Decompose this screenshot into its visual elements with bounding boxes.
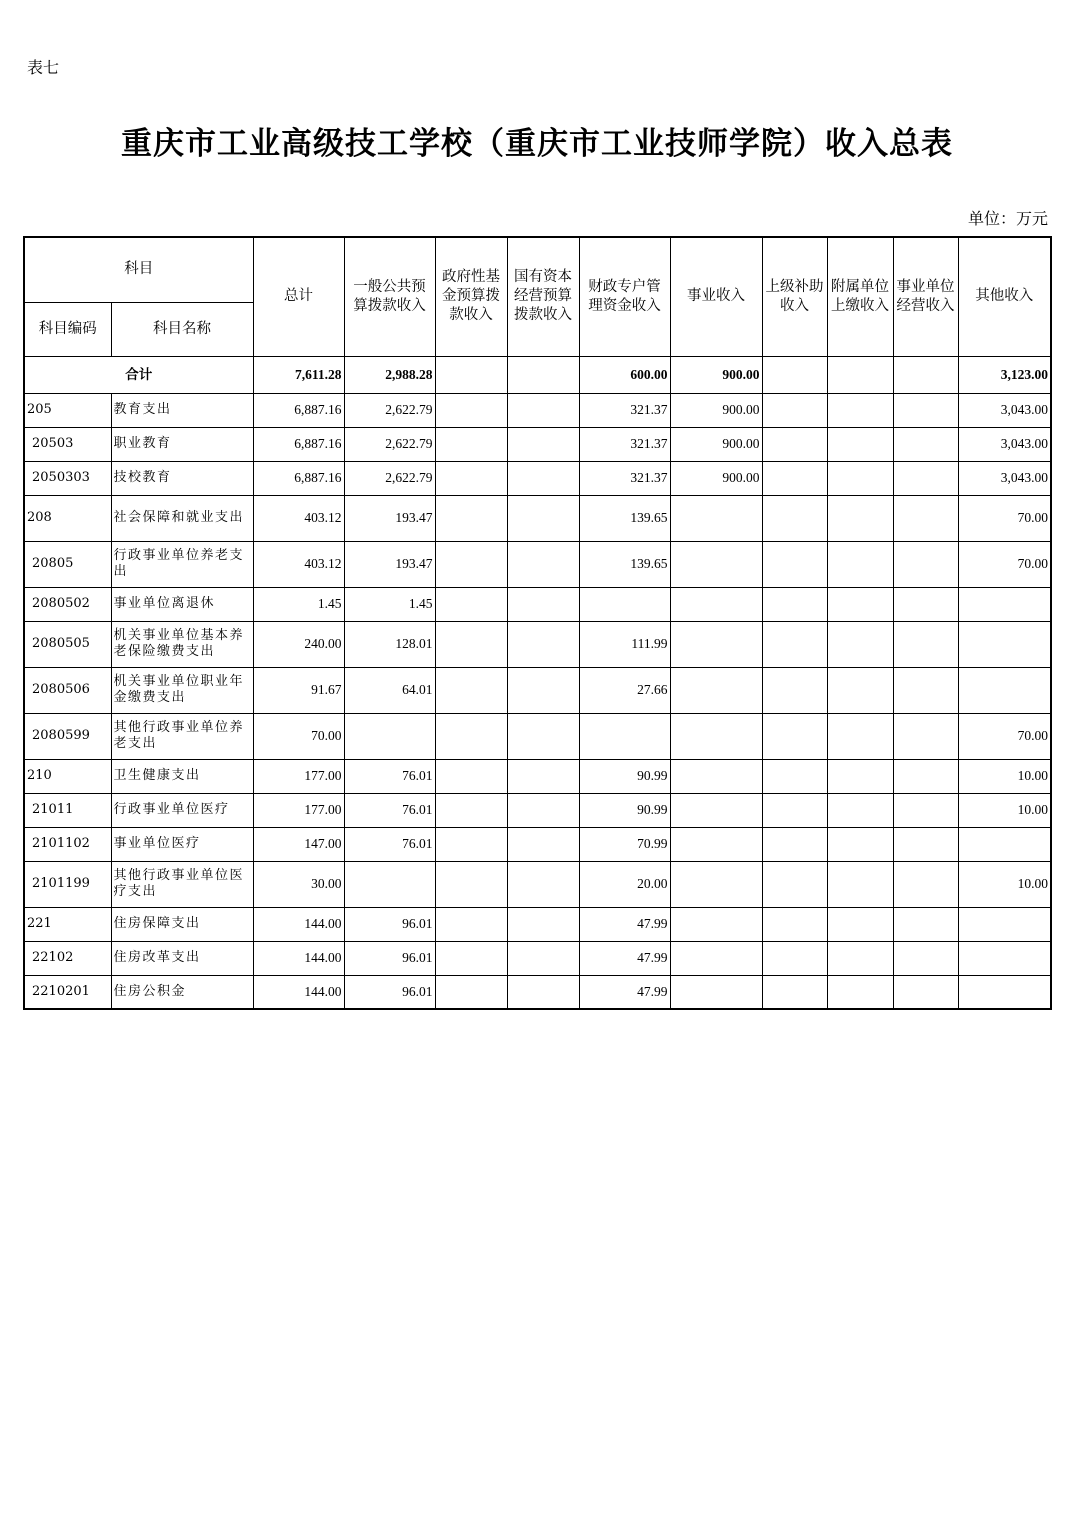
total-cell: 600.00 bbox=[579, 356, 670, 393]
amount-cell-operating bbox=[893, 495, 958, 541]
subject-name: 技校教育 bbox=[111, 461, 253, 495]
amount-cell-govfund bbox=[435, 461, 507, 495]
amount-cell-affiliated bbox=[827, 975, 893, 1009]
amount-cell-stateasset bbox=[507, 907, 579, 941]
amount-cell-stateasset bbox=[507, 427, 579, 461]
amount-cell-general: 96.01 bbox=[344, 907, 435, 941]
total-cell: 3,123.00 bbox=[958, 356, 1051, 393]
amount-cell-superior bbox=[762, 941, 827, 975]
table-row bbox=[24, 427, 1051, 461]
amount-cell-operating bbox=[893, 621, 958, 667]
amount-cell-total: 144.00 bbox=[253, 975, 344, 1009]
page-title: 重庆市工业高级技工学校（重庆市工业技师学院）收入总表 bbox=[121, 126, 953, 162]
amount-cell-general: 64.01 bbox=[344, 667, 435, 713]
amount-cell-business bbox=[670, 713, 762, 759]
amount-cell-total: 144.00 bbox=[253, 907, 344, 941]
amount-cell-general: 2,622.79 bbox=[344, 393, 435, 427]
amount-cell-total: 403.12 bbox=[253, 495, 344, 541]
amount-cell-total: 6,887.16 bbox=[253, 461, 344, 495]
amount-cell-govfund bbox=[435, 759, 507, 793]
table-row bbox=[24, 621, 1051, 667]
amount-cell-affiliated bbox=[827, 759, 893, 793]
amount-cell-affiliated bbox=[827, 541, 893, 587]
amount-cell-business bbox=[670, 975, 762, 1009]
amount-cell-operating bbox=[893, 861, 958, 907]
amount-cell-superior bbox=[762, 793, 827, 827]
subject-name: 社会保障和就业支出 bbox=[111, 495, 253, 541]
amount-cell-other bbox=[958, 941, 1051, 975]
subject-code: 2080506 bbox=[24, 667, 111, 713]
total-cell bbox=[893, 356, 958, 393]
header-superior-subsidy: 上级补助收入 bbox=[762, 237, 827, 356]
amount-cell-govfund bbox=[435, 907, 507, 941]
amount-cell-stateasset bbox=[507, 621, 579, 667]
amount-cell-stateasset bbox=[507, 495, 579, 541]
amount-cell-superior bbox=[762, 975, 827, 1009]
amount-cell-stateasset bbox=[507, 587, 579, 621]
amount-cell-operating bbox=[893, 427, 958, 461]
amount-cell-affiliated bbox=[827, 393, 893, 427]
amount-cell-business: 900.00 bbox=[670, 461, 762, 495]
amount-cell-fiscalspecial: 47.99 bbox=[579, 907, 670, 941]
subject-name: 其他行政事业单位养老支出 bbox=[111, 713, 253, 759]
amount-cell-business bbox=[670, 941, 762, 975]
amount-cell-affiliated bbox=[827, 667, 893, 713]
amount-cell-superior bbox=[762, 587, 827, 621]
amount-cell-business: 900.00 bbox=[670, 427, 762, 461]
amount-cell-operating bbox=[893, 941, 958, 975]
amount-cell-govfund bbox=[435, 393, 507, 427]
amount-cell-total: 403.12 bbox=[253, 541, 344, 587]
amount-cell-fiscalspecial: 47.99 bbox=[579, 975, 670, 1009]
amount-cell-total: 177.00 bbox=[253, 793, 344, 827]
subject-code: 22102 bbox=[24, 941, 111, 975]
table-row bbox=[24, 793, 1051, 827]
amount-cell-fiscalspecial: 321.37 bbox=[579, 461, 670, 495]
amount-cell-other: 70.00 bbox=[958, 495, 1051, 541]
amount-cell-fiscalspecial: 90.99 bbox=[579, 759, 670, 793]
subject-name: 住房公积金 bbox=[111, 975, 253, 1009]
amount-cell-affiliated bbox=[827, 827, 893, 861]
table-row bbox=[24, 587, 1051, 621]
total-cell: 7,611.28 bbox=[253, 356, 344, 393]
amount-cell-total: 6,887.16 bbox=[253, 393, 344, 427]
amount-cell-stateasset bbox=[507, 861, 579, 907]
amount-cell-other bbox=[958, 621, 1051, 667]
amount-cell-fiscalspecial: 321.37 bbox=[579, 393, 670, 427]
amount-cell-total: 144.00 bbox=[253, 941, 344, 975]
amount-cell-total: 1.45 bbox=[253, 587, 344, 621]
subject-code: 2080599 bbox=[24, 713, 111, 759]
table-row bbox=[24, 907, 1051, 941]
subject-name: 机关事业单位基本养老保险缴费支出 bbox=[111, 621, 253, 667]
amount-cell-total: 240.00 bbox=[253, 621, 344, 667]
amount-cell-affiliated bbox=[827, 713, 893, 759]
subject-code: 2101102 bbox=[24, 827, 111, 861]
table-row bbox=[24, 861, 1051, 907]
header-business-income: 事业收入 bbox=[670, 237, 762, 356]
subject-name: 事业单位医疗 bbox=[111, 827, 253, 861]
total-cell bbox=[827, 356, 893, 393]
amount-cell-business bbox=[670, 861, 762, 907]
amount-cell-operating bbox=[893, 393, 958, 427]
table-row bbox=[24, 461, 1051, 495]
amount-cell-superior bbox=[762, 461, 827, 495]
amount-cell-business bbox=[670, 495, 762, 541]
subject-name: 行政事业单位医疗 bbox=[111, 793, 253, 827]
amount-cell-govfund bbox=[435, 941, 507, 975]
subject-name: 其他行政事业单位医疗支出 bbox=[111, 861, 253, 907]
table-row bbox=[24, 667, 1051, 713]
amount-cell-general: 128.01 bbox=[344, 621, 435, 667]
subject-code: 21011 bbox=[24, 793, 111, 827]
amount-cell-govfund bbox=[435, 621, 507, 667]
amount-cell-general: 193.47 bbox=[344, 541, 435, 587]
amount-cell-fiscalspecial: 27.66 bbox=[579, 667, 670, 713]
amount-cell-general: 96.01 bbox=[344, 975, 435, 1009]
header-name: 科目名称 bbox=[111, 302, 253, 356]
header-subject: 科目 bbox=[24, 237, 253, 302]
amount-cell-business bbox=[670, 621, 762, 667]
header-gov-fund: 政府性基金预算拨款收入 bbox=[435, 237, 507, 356]
amount-cell-operating bbox=[893, 827, 958, 861]
amount-cell-total: 177.00 bbox=[253, 759, 344, 793]
amount-cell-business bbox=[670, 827, 762, 861]
amount-cell-govfund bbox=[435, 667, 507, 713]
amount-cell-affiliated bbox=[827, 941, 893, 975]
amount-cell-fiscalspecial: 70.99 bbox=[579, 827, 670, 861]
amount-cell-fiscalspecial: 139.65 bbox=[579, 541, 670, 587]
amount-cell-affiliated bbox=[827, 621, 893, 667]
amount-cell-operating bbox=[893, 975, 958, 1009]
amount-cell-operating bbox=[893, 667, 958, 713]
subject-code: 208 bbox=[24, 495, 111, 541]
total-cell: 900.00 bbox=[670, 356, 762, 393]
amount-cell-fiscalspecial: 111.99 bbox=[579, 621, 670, 667]
amount-cell-operating bbox=[893, 461, 958, 495]
subject-code: 2101199 bbox=[24, 861, 111, 907]
amount-cell-business bbox=[670, 793, 762, 827]
header-total: 总计 bbox=[253, 237, 344, 356]
header-code: 科目编码 bbox=[24, 302, 111, 356]
amount-cell-govfund bbox=[435, 793, 507, 827]
amount-cell-business bbox=[670, 587, 762, 621]
amount-cell-business bbox=[670, 667, 762, 713]
amount-cell-govfund bbox=[435, 861, 507, 907]
header-fiscal-special: 财政专户管理资金收入 bbox=[579, 237, 670, 356]
amount-cell-superior bbox=[762, 621, 827, 667]
amount-cell-superior bbox=[762, 827, 827, 861]
amount-cell-other: 10.00 bbox=[958, 861, 1051, 907]
header-state-asset: 国有资本经营预算拨款收入 bbox=[507, 237, 579, 356]
amount-cell-general bbox=[344, 713, 435, 759]
amount-cell-total: 30.00 bbox=[253, 861, 344, 907]
amount-cell-operating bbox=[893, 759, 958, 793]
amount-cell-total: 91.67 bbox=[253, 667, 344, 713]
amount-cell-total: 147.00 bbox=[253, 827, 344, 861]
amount-cell-business bbox=[670, 759, 762, 793]
amount-cell-other: 3,043.00 bbox=[958, 461, 1051, 495]
amount-cell-govfund bbox=[435, 427, 507, 461]
amount-cell-stateasset bbox=[507, 827, 579, 861]
subject-name: 职业教育 bbox=[111, 427, 253, 461]
subject-code: 20503 bbox=[24, 427, 111, 461]
amount-cell-other bbox=[958, 975, 1051, 1009]
total-row bbox=[24, 356, 1051, 393]
amount-cell-superior bbox=[762, 427, 827, 461]
amount-cell-govfund bbox=[435, 827, 507, 861]
subject-name: 卫生健康支出 bbox=[111, 759, 253, 793]
amount-cell-operating bbox=[893, 713, 958, 759]
subject-name: 机关事业单位职业年金缴费支出 bbox=[111, 667, 253, 713]
amount-cell-business bbox=[670, 907, 762, 941]
total-cell bbox=[762, 356, 827, 393]
table-number: 表七 bbox=[27, 58, 60, 77]
amount-cell-other bbox=[958, 587, 1051, 621]
amount-cell-other: 3,043.00 bbox=[958, 393, 1051, 427]
amount-cell-stateasset bbox=[507, 941, 579, 975]
amount-cell-stateasset bbox=[507, 667, 579, 713]
amount-cell-other bbox=[958, 907, 1051, 941]
table-row bbox=[24, 541, 1051, 587]
amount-cell-stateasset bbox=[507, 393, 579, 427]
amount-cell-superior bbox=[762, 713, 827, 759]
amount-cell-fiscalspecial: 47.99 bbox=[579, 941, 670, 975]
amount-cell-affiliated bbox=[827, 495, 893, 541]
amount-cell-stateasset bbox=[507, 975, 579, 1009]
amount-cell-superior bbox=[762, 541, 827, 587]
header-operating-income: 事业单位经营收入 bbox=[893, 237, 958, 356]
header-affiliated-turnover: 附属单位上缴收入 bbox=[827, 237, 893, 356]
amount-cell-fiscalspecial bbox=[579, 587, 670, 621]
table-row bbox=[24, 975, 1051, 1009]
amount-cell-superior bbox=[762, 667, 827, 713]
header-general-budget: 一般公共预算拨款收入 bbox=[344, 237, 435, 356]
amount-cell-superior bbox=[762, 759, 827, 793]
amount-cell-other: 70.00 bbox=[958, 713, 1051, 759]
amount-cell-govfund bbox=[435, 975, 507, 1009]
amount-cell-superior bbox=[762, 907, 827, 941]
total-cell bbox=[507, 356, 579, 393]
amount-cell-business: 900.00 bbox=[670, 393, 762, 427]
table-row bbox=[24, 941, 1051, 975]
amount-cell-govfund bbox=[435, 587, 507, 621]
table-row bbox=[24, 713, 1051, 759]
table-row bbox=[24, 393, 1051, 427]
subject-code: 210 bbox=[24, 759, 111, 793]
amount-cell-business bbox=[670, 541, 762, 587]
amount-cell-total: 70.00 bbox=[253, 713, 344, 759]
subject-code: 205 bbox=[24, 393, 111, 427]
amount-cell-affiliated bbox=[827, 907, 893, 941]
amount-cell-general: 193.47 bbox=[344, 495, 435, 541]
header-other-income: 其他收入 bbox=[958, 237, 1051, 356]
amount-cell-other: 3,043.00 bbox=[958, 427, 1051, 461]
amount-cell-affiliated bbox=[827, 427, 893, 461]
amount-cell-superior bbox=[762, 495, 827, 541]
subject-name: 事业单位离退休 bbox=[111, 587, 253, 621]
amount-cell-other bbox=[958, 667, 1051, 713]
amount-cell-stateasset bbox=[507, 461, 579, 495]
subject-code: 2080502 bbox=[24, 587, 111, 621]
amount-cell-fiscalspecial: 90.99 bbox=[579, 793, 670, 827]
subject-name: 住房改革支出 bbox=[111, 941, 253, 975]
amount-cell-stateasset bbox=[507, 793, 579, 827]
subject-code: 2050303 bbox=[24, 461, 111, 495]
amount-cell-general: 76.01 bbox=[344, 827, 435, 861]
subject-name: 住房保障支出 bbox=[111, 907, 253, 941]
amount-cell-general: 76.01 bbox=[344, 759, 435, 793]
amount-cell-stateasset bbox=[507, 713, 579, 759]
amount-cell-other: 70.00 bbox=[958, 541, 1051, 587]
subject-code: 2210201 bbox=[24, 975, 111, 1009]
amount-cell-general: 2,622.79 bbox=[344, 427, 435, 461]
table-row bbox=[24, 759, 1051, 793]
amount-cell-other bbox=[958, 827, 1051, 861]
amount-cell-fiscalspecial: 321.37 bbox=[579, 427, 670, 461]
amount-cell-total: 6,887.16 bbox=[253, 427, 344, 461]
amount-cell-fiscalspecial: 20.00 bbox=[579, 861, 670, 907]
table-row bbox=[24, 827, 1051, 861]
amount-cell-superior bbox=[762, 393, 827, 427]
amount-cell-operating bbox=[893, 541, 958, 587]
subject-name: 教育支出 bbox=[111, 393, 253, 427]
amount-cell-stateasset bbox=[507, 759, 579, 793]
amount-cell-affiliated bbox=[827, 793, 893, 827]
table-row bbox=[24, 495, 1051, 541]
total-cell bbox=[435, 356, 507, 393]
amount-cell-general: 2,622.79 bbox=[344, 461, 435, 495]
amount-cell-operating bbox=[893, 587, 958, 621]
subject-code: 20805 bbox=[24, 541, 111, 587]
amount-cell-superior bbox=[762, 861, 827, 907]
amount-cell-general: 76.01 bbox=[344, 793, 435, 827]
amount-cell-fiscalspecial bbox=[579, 713, 670, 759]
income-summary-table bbox=[23, 236, 1052, 1010]
amount-cell-govfund bbox=[435, 713, 507, 759]
amount-cell-general: 96.01 bbox=[344, 941, 435, 975]
subject-code: 2080505 bbox=[24, 621, 111, 667]
amount-cell-general: 1.45 bbox=[344, 587, 435, 621]
amount-cell-govfund bbox=[435, 495, 507, 541]
subject-name: 行政事业单位养老支出 bbox=[111, 541, 253, 587]
amount-cell-operating bbox=[893, 907, 958, 941]
amount-cell-general bbox=[344, 861, 435, 907]
amount-cell-affiliated bbox=[827, 861, 893, 907]
subject-code: 221 bbox=[24, 907, 111, 941]
total-label: 合计 bbox=[24, 356, 253, 393]
amount-cell-other: 10.00 bbox=[958, 793, 1051, 827]
amount-cell-affiliated bbox=[827, 461, 893, 495]
amount-cell-govfund bbox=[435, 541, 507, 587]
total-cell: 2,988.28 bbox=[344, 356, 435, 393]
amount-cell-affiliated bbox=[827, 587, 893, 621]
unit-label: 单位：万元 bbox=[967, 209, 1048, 228]
amount-cell-operating bbox=[893, 793, 958, 827]
amount-cell-stateasset bbox=[507, 541, 579, 587]
amount-cell-other: 10.00 bbox=[958, 759, 1051, 793]
amount-cell-fiscalspecial: 139.65 bbox=[579, 495, 670, 541]
